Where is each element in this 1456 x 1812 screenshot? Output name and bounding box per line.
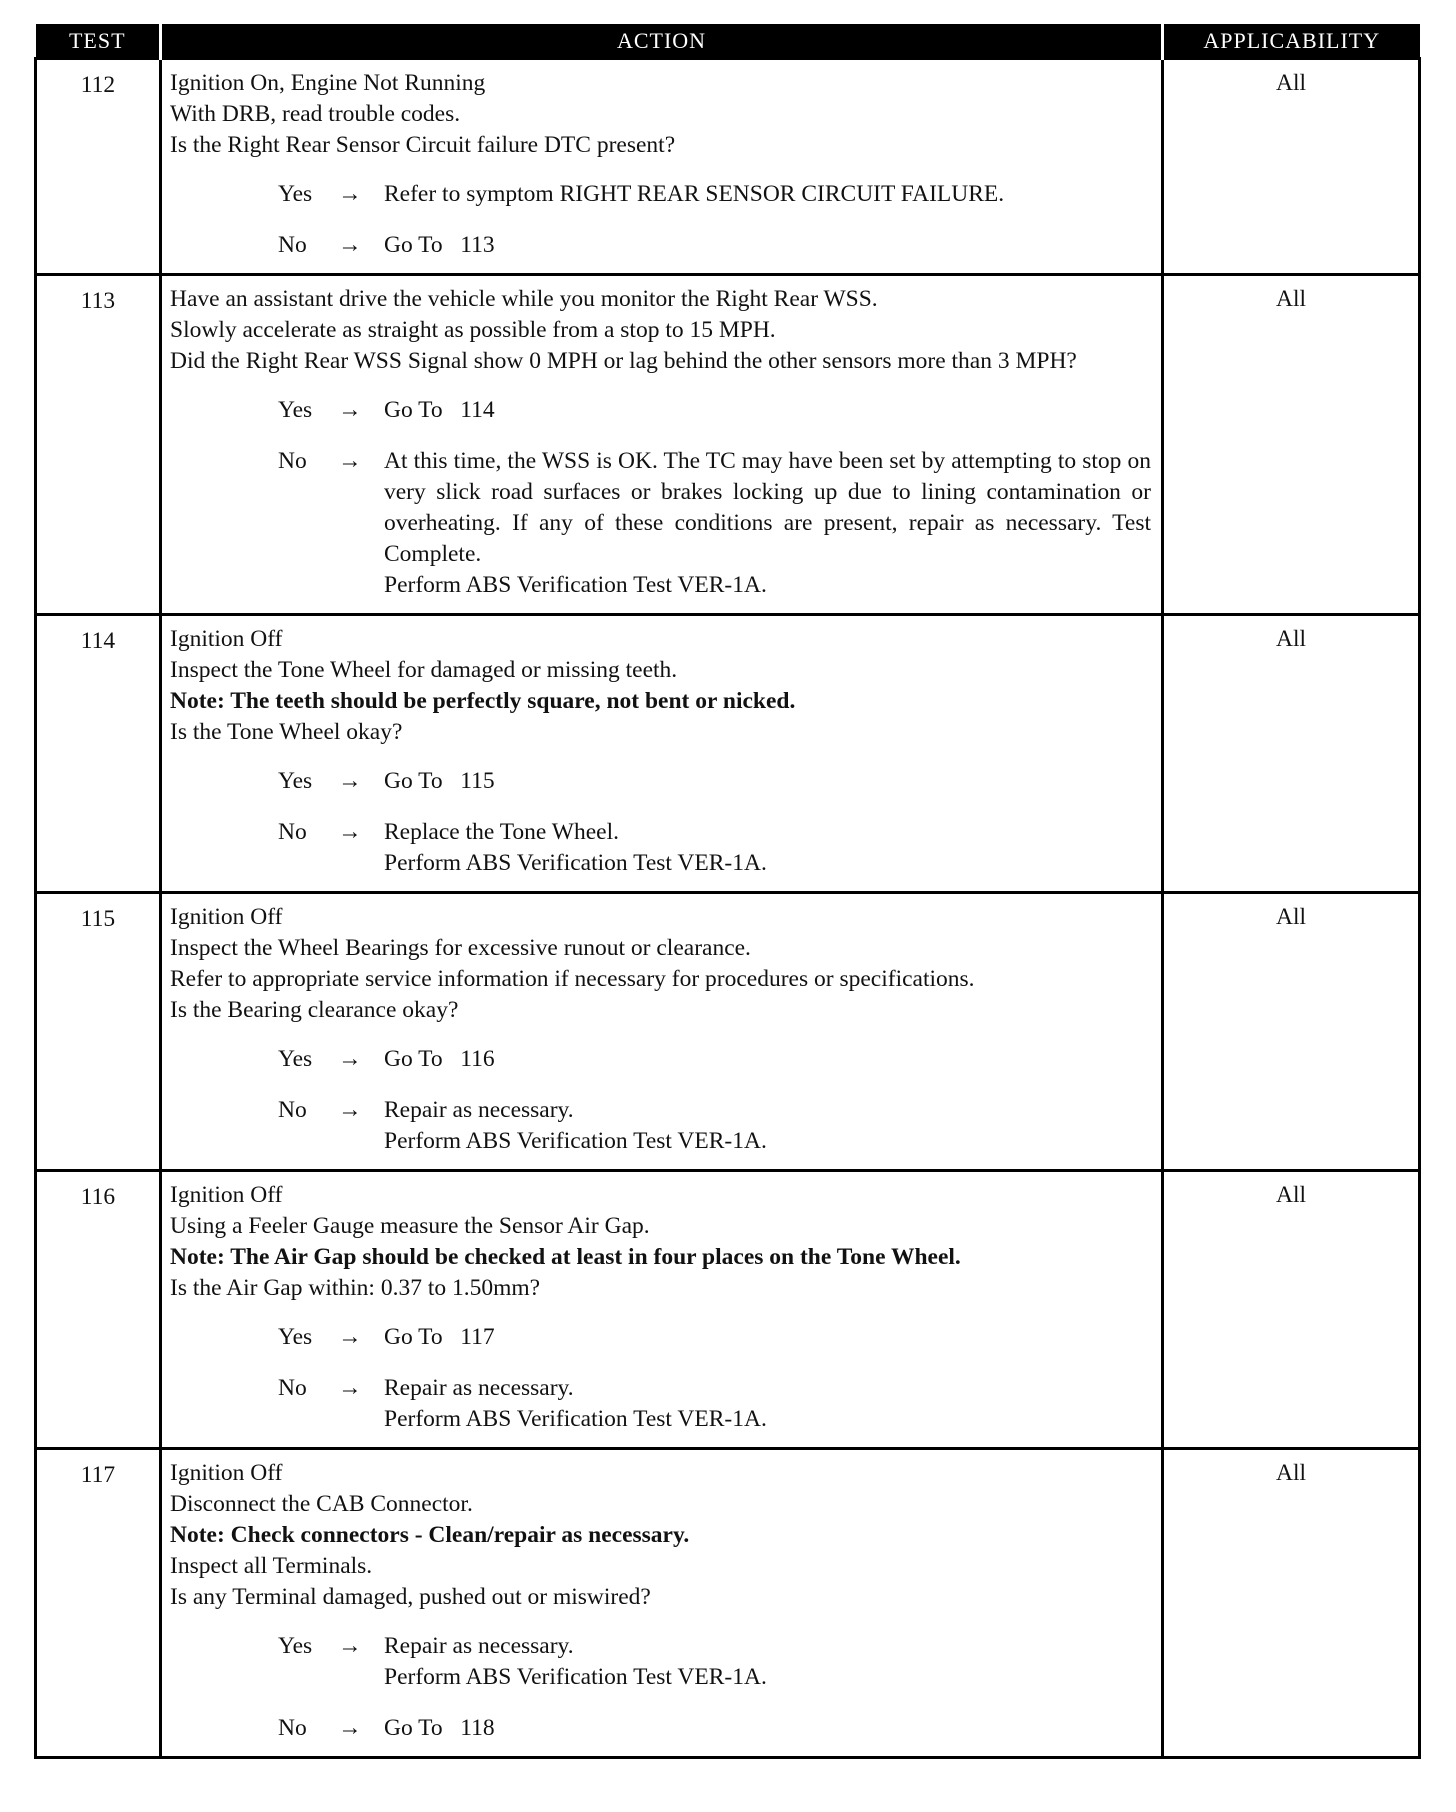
result-text: At this time, the WSS is OK. The TC may have been set by attempting to stop on very slick road surfaces or brakes locking up due to lining contamination or overheating. If any of these conditions are present, repair as necessary. Test Complete.: [384, 448, 1157, 567]
action-cell: [161, 1449, 1163, 1758]
test-number: 115: [36, 893, 161, 1171]
answer-label: Yes: [278, 1324, 313, 1350]
outcome-yes: [170, 179, 1151, 210]
action-step: Ignition On, Engine Not Running: [170, 70, 486, 96]
outcome-yes: [170, 1631, 1151, 1693]
right-arrow-icon: →: [338, 1375, 362, 1401]
test-number: 113: [36, 275, 161, 615]
action-step: Using a Feeler Gauge measure the Sensor Air Gap.: [170, 1213, 650, 1239]
outcome-result: [384, 230, 1151, 261]
test-number: 117: [36, 1449, 161, 1758]
right-arrow-icon: →: [338, 397, 362, 423]
action-step: Is the Right Rear Sensor Circuit failure DTC present?: [170, 132, 676, 158]
action-step: Ignition Off: [170, 626, 283, 652]
answer-label: Yes: [278, 397, 313, 423]
outcome-yes: [170, 395, 1151, 426]
action-cell: [161, 59, 1163, 275]
note-text: Note: Check connectors - Clean/repair as necessary.: [170, 1522, 690, 1548]
result-text: Go To 117: [384, 1324, 495, 1350]
outcome-yes: [170, 766, 1151, 797]
header-action: ACTION: [161, 24, 1163, 59]
result-text: Perform ABS Verification Test VER-1A.: [384, 1406, 767, 1432]
answer-label: No: [278, 448, 307, 474]
test-number: 112: [36, 59, 161, 275]
table-row: [36, 275, 1420, 615]
action-cell: [161, 1171, 1163, 1449]
action-step: Inspect the Wheel Bearings for excessive runout or clearance.: [170, 935, 751, 961]
right-arrow-icon: →: [338, 1715, 362, 1741]
outcome-no: [170, 1713, 1151, 1744]
right-arrow-icon: →: [338, 1046, 362, 1072]
outcome-no: [170, 446, 1157, 601]
outcome-result: [384, 1044, 1151, 1075]
action-step: Is the Bearing clearance okay?: [170, 997, 459, 1023]
answer-label: No: [278, 819, 307, 845]
outcome-no: [170, 230, 1151, 261]
action-step: Is the Air Gap within: 0.37 to 1.50mm?: [170, 1275, 541, 1301]
result-text: Go To 118: [384, 1715, 495, 1741]
outcome-no: [170, 817, 1151, 879]
result-text: Perform ABS Verification Test VER-1A.: [384, 850, 767, 876]
action-cell: [161, 275, 1163, 615]
answer-label: No: [278, 232, 307, 258]
right-arrow-icon: →: [338, 819, 362, 845]
outcome-result: [384, 1373, 1151, 1435]
applicability-value: All: [1163, 615, 1420, 893]
outcome-result: [384, 446, 1157, 601]
answer-label: Yes: [278, 768, 313, 794]
right-arrow-icon: →: [338, 1633, 362, 1659]
outcome-result: [384, 1631, 1151, 1693]
outcome-no: [170, 1373, 1151, 1435]
outcome-result: [384, 1095, 1151, 1157]
result-text: Repair as necessary.: [384, 1097, 574, 1123]
result-text: Perform ABS Verification Test VER-1A.: [384, 1128, 767, 1154]
right-arrow-icon: →: [338, 1324, 362, 1350]
right-arrow-icon: →: [338, 232, 362, 258]
result-text: Go To 115: [384, 768, 495, 794]
test-number: 116: [36, 1171, 161, 1449]
table-body: [36, 59, 1420, 1758]
outcome-result: [384, 179, 1151, 210]
action-step: Is any Terminal damaged, pushed out or miswired?: [170, 1584, 651, 1610]
result-text: Go To 114: [384, 397, 495, 423]
table-row: [36, 615, 1420, 893]
header-applicability: APPLICABILITY: [1163, 24, 1420, 59]
table-row: [36, 1449, 1420, 1758]
right-arrow-icon: →: [338, 768, 362, 794]
note-text: Note: The Air Gap should be checked at least in four places on the Tone Wheel.: [170, 1244, 961, 1270]
right-arrow-icon: →: [338, 1097, 362, 1123]
answer-label: No: [278, 1375, 307, 1401]
applicability-value: All: [1163, 1449, 1420, 1758]
outcome-no: [170, 1095, 1151, 1157]
action-step: Did the Right Rear WSS Signal show 0 MPH or lag behind the other sensors more than 3 MPH?: [170, 348, 1077, 374]
result-text: Replace the Tone Wheel.: [384, 819, 619, 845]
action-step: Ignition Off: [170, 1182, 283, 1208]
action-step: Disconnect the CAB Connector.: [170, 1491, 473, 1517]
result-text: Repair as necessary.: [384, 1375, 574, 1401]
outcome-yes: [170, 1044, 1151, 1075]
action-step: Ignition Off: [170, 1460, 283, 1486]
note-text: Note: The teeth should be perfectly square, not bent or nicked.: [170, 688, 796, 714]
result-text: Go To 116: [384, 1046, 495, 1072]
header-test: TEST: [36, 24, 161, 59]
answer-label: Yes: [278, 181, 313, 207]
right-arrow-icon: →: [338, 181, 362, 207]
action-step: Slowly accelerate as straight as possible from a stop to 15 MPH.: [170, 317, 776, 343]
applicability-value: All: [1163, 1171, 1420, 1449]
outcome-result: [384, 766, 1151, 797]
action-step: Refer to appropriate service information if necessary for procedures or specifications.: [170, 966, 975, 992]
test-number: 114: [36, 615, 161, 893]
outcome-yes: [170, 1322, 1151, 1353]
result-text: Refer to symptom RIGHT REAR SENSOR CIRCUIT FAILURE.: [384, 181, 1005, 207]
applicability-value: All: [1163, 59, 1420, 275]
action-step: With DRB, read trouble codes.: [170, 101, 461, 127]
outcome-result: [384, 1322, 1151, 1353]
action-step: Is the Tone Wheel okay?: [170, 719, 403, 745]
table-row: [36, 1171, 1420, 1449]
answer-label: Yes: [278, 1046, 313, 1072]
action-step: Ignition Off: [170, 904, 283, 930]
result-text: Go To 113: [384, 232, 495, 258]
outcome-result: [384, 817, 1151, 879]
table-row: [36, 893, 1420, 1171]
right-arrow-icon: →: [338, 448, 362, 474]
action-cell: [161, 893, 1163, 1171]
table-row: [36, 59, 1420, 275]
table-header: [36, 24, 1420, 59]
answer-label: Yes: [278, 1633, 313, 1659]
action-step: Inspect all Terminals.: [170, 1553, 373, 1579]
result-text: Perform ABS Verification Test VER-1A.: [384, 572, 767, 598]
outcome-result: [384, 395, 1151, 426]
action-step: Inspect the Tone Wheel for damaged or missing teeth.: [170, 657, 678, 683]
action-cell: [161, 615, 1163, 893]
action-step: Have an assistant drive the vehicle while you monitor the Right Rear WSS.: [170, 286, 878, 312]
result-text: Repair as necessary.: [384, 1633, 574, 1659]
outcome-result: [384, 1713, 1151, 1744]
applicability-value: All: [1163, 275, 1420, 615]
applicability-value: All: [1163, 893, 1420, 1171]
answer-label: No: [278, 1715, 307, 1741]
diagnostic-test-table: [34, 24, 1421, 1759]
result-text: Perform ABS Verification Test VER-1A.: [384, 1664, 767, 1690]
answer-label: No: [278, 1097, 307, 1123]
